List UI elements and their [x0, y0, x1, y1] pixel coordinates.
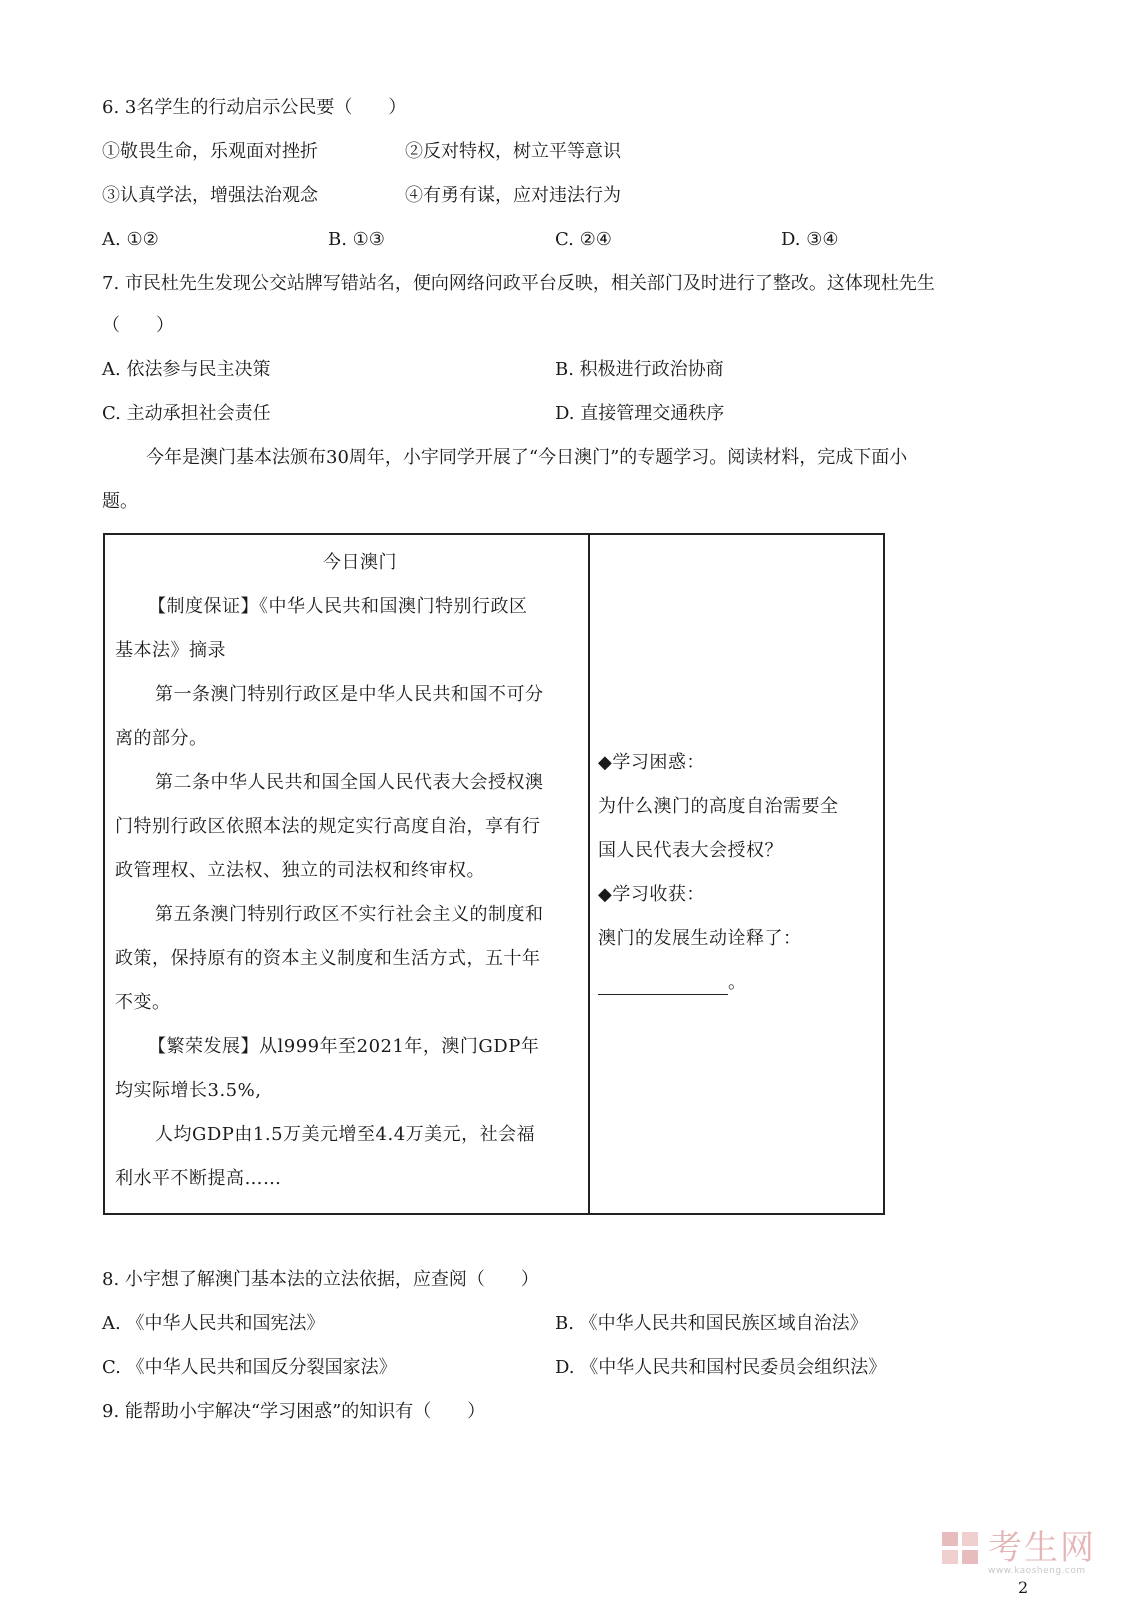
- q7-stem-line2: （ ）: [102, 315, 174, 336]
- q6-statement-3: ③认真学法，增强法治观念: [102, 185, 318, 206]
- material-line: 【制度保证】《中华人民共和国澳门特别行政区: [148, 596, 528, 617]
- material-line: 政管理权、立法权、独立的司法权和终审权。: [115, 860, 485, 881]
- study-confusion-text: 国人民代表大会授权？: [598, 840, 783, 861]
- material-line: 不变。: [115, 992, 171, 1013]
- q9-stem: 9. 能帮助小宇解决“学习困惑”的知识有（ ）: [102, 1401, 486, 1422]
- material-line: 利水平不断提高……: [115, 1168, 282, 1189]
- q7-option-a: A. 依法参与民主决策: [102, 359, 271, 380]
- material-line: 第五条澳门特别行政区不实行社会主义的制度和: [155, 904, 544, 925]
- study-confusion-heading: ◆学习困惑：: [598, 752, 705, 773]
- q6-statement-4: ④有勇有谋，应对违法行为: [405, 185, 621, 206]
- study-gain-heading: ◆学习收获：: [598, 884, 705, 905]
- logo-text: 考生网: [988, 1528, 1096, 1568]
- intro-line2: 题。: [102, 491, 138, 512]
- q6-option-c: C. ②④: [555, 229, 612, 250]
- material-line: 人均GDP由1.5万美元增至4.4万美元，社会福: [155, 1124, 536, 1145]
- q6-statement-2: ②反对特权，树立平等意识: [405, 141, 621, 162]
- material-title: 今日澳门: [323, 552, 397, 573]
- material-line: 政策，保持原有的资本主义制度和生活方式，五十年: [115, 948, 541, 969]
- q6-option-b: B. ①③: [328, 229, 385, 250]
- material-line: 【繁荣发展】从l999年至2021年，澳门GDP年: [148, 1036, 540, 1057]
- material-line: 离的部分。: [115, 728, 208, 749]
- logo-mark-icon: [940, 1528, 980, 1568]
- material-line: 均实际增长3.5%,: [115, 1080, 262, 1101]
- q8-option-c: C. 《中华人民共和国反分裂国家法》: [102, 1357, 397, 1378]
- material-line: 第二条中华人民共和国全国人民代表大会授权澳: [155, 772, 544, 793]
- kaosheng-logo: [940, 1528, 1110, 1576]
- study-confusion-text: 为什么澳门的高度自治需要全: [598, 796, 839, 817]
- q6-statement-1: ①敬畏生命，乐观面对挫折: [102, 141, 318, 162]
- q7-option-b: B. 积极进行政治协商: [555, 359, 724, 380]
- intro-line1: 今年是澳门基本法颁布30周年，小宇同学开展了“今日澳门”的专题学习。阅读材料，完成下面小: [146, 447, 908, 468]
- q7-option-d: D. 直接管理交通秩序: [555, 403, 725, 424]
- q8-option-b: B. 《中华人民共和国民族区域自治法》: [555, 1313, 868, 1334]
- material-line: 第一条澳门特别行政区是中华人民共和国不可分: [155, 684, 544, 705]
- q6-option-d: D. ③④: [781, 229, 839, 250]
- material-table: [103, 533, 885, 1215]
- logo-url: www.kaosheng.com: [988, 1566, 1086, 1576]
- q7-option-c: C. 主动承担社会责任: [102, 403, 271, 424]
- q7-stem-line1: 7. 市民杜先生发现公交站牌写错站名，便向网络问政平台反映，相关部门及时进行了整改。这体现杜先生: [102, 273, 935, 294]
- answer-blank: [598, 976, 728, 995]
- material-line: 门特别行政区依照本法的规定实行高度自治，享有行: [115, 816, 541, 837]
- answer-blank-line: [598, 971, 747, 995]
- q6-stem: 6. 3名学生的行动启示公民要（ ）: [102, 97, 407, 118]
- study-gain-text: 澳门的发展生动诠释了：: [598, 928, 802, 949]
- q8-option-d: D. 《中华人民共和国村民委员会组织法》: [555, 1357, 887, 1378]
- table-divider: [588, 535, 590, 1213]
- q6-option-a: A. ①②: [102, 229, 159, 250]
- q8-option-a: A. 《中华人民共和国宪法》: [102, 1313, 325, 1334]
- blank-suffix: 。: [728, 972, 747, 993]
- page-number: 2: [1018, 1578, 1029, 1597]
- q8-stem: 8. 小宇想了解澳门基本法的立法依据，应查阅（ ）: [102, 1269, 539, 1290]
- material-line: 基本法》摘录: [115, 640, 226, 661]
